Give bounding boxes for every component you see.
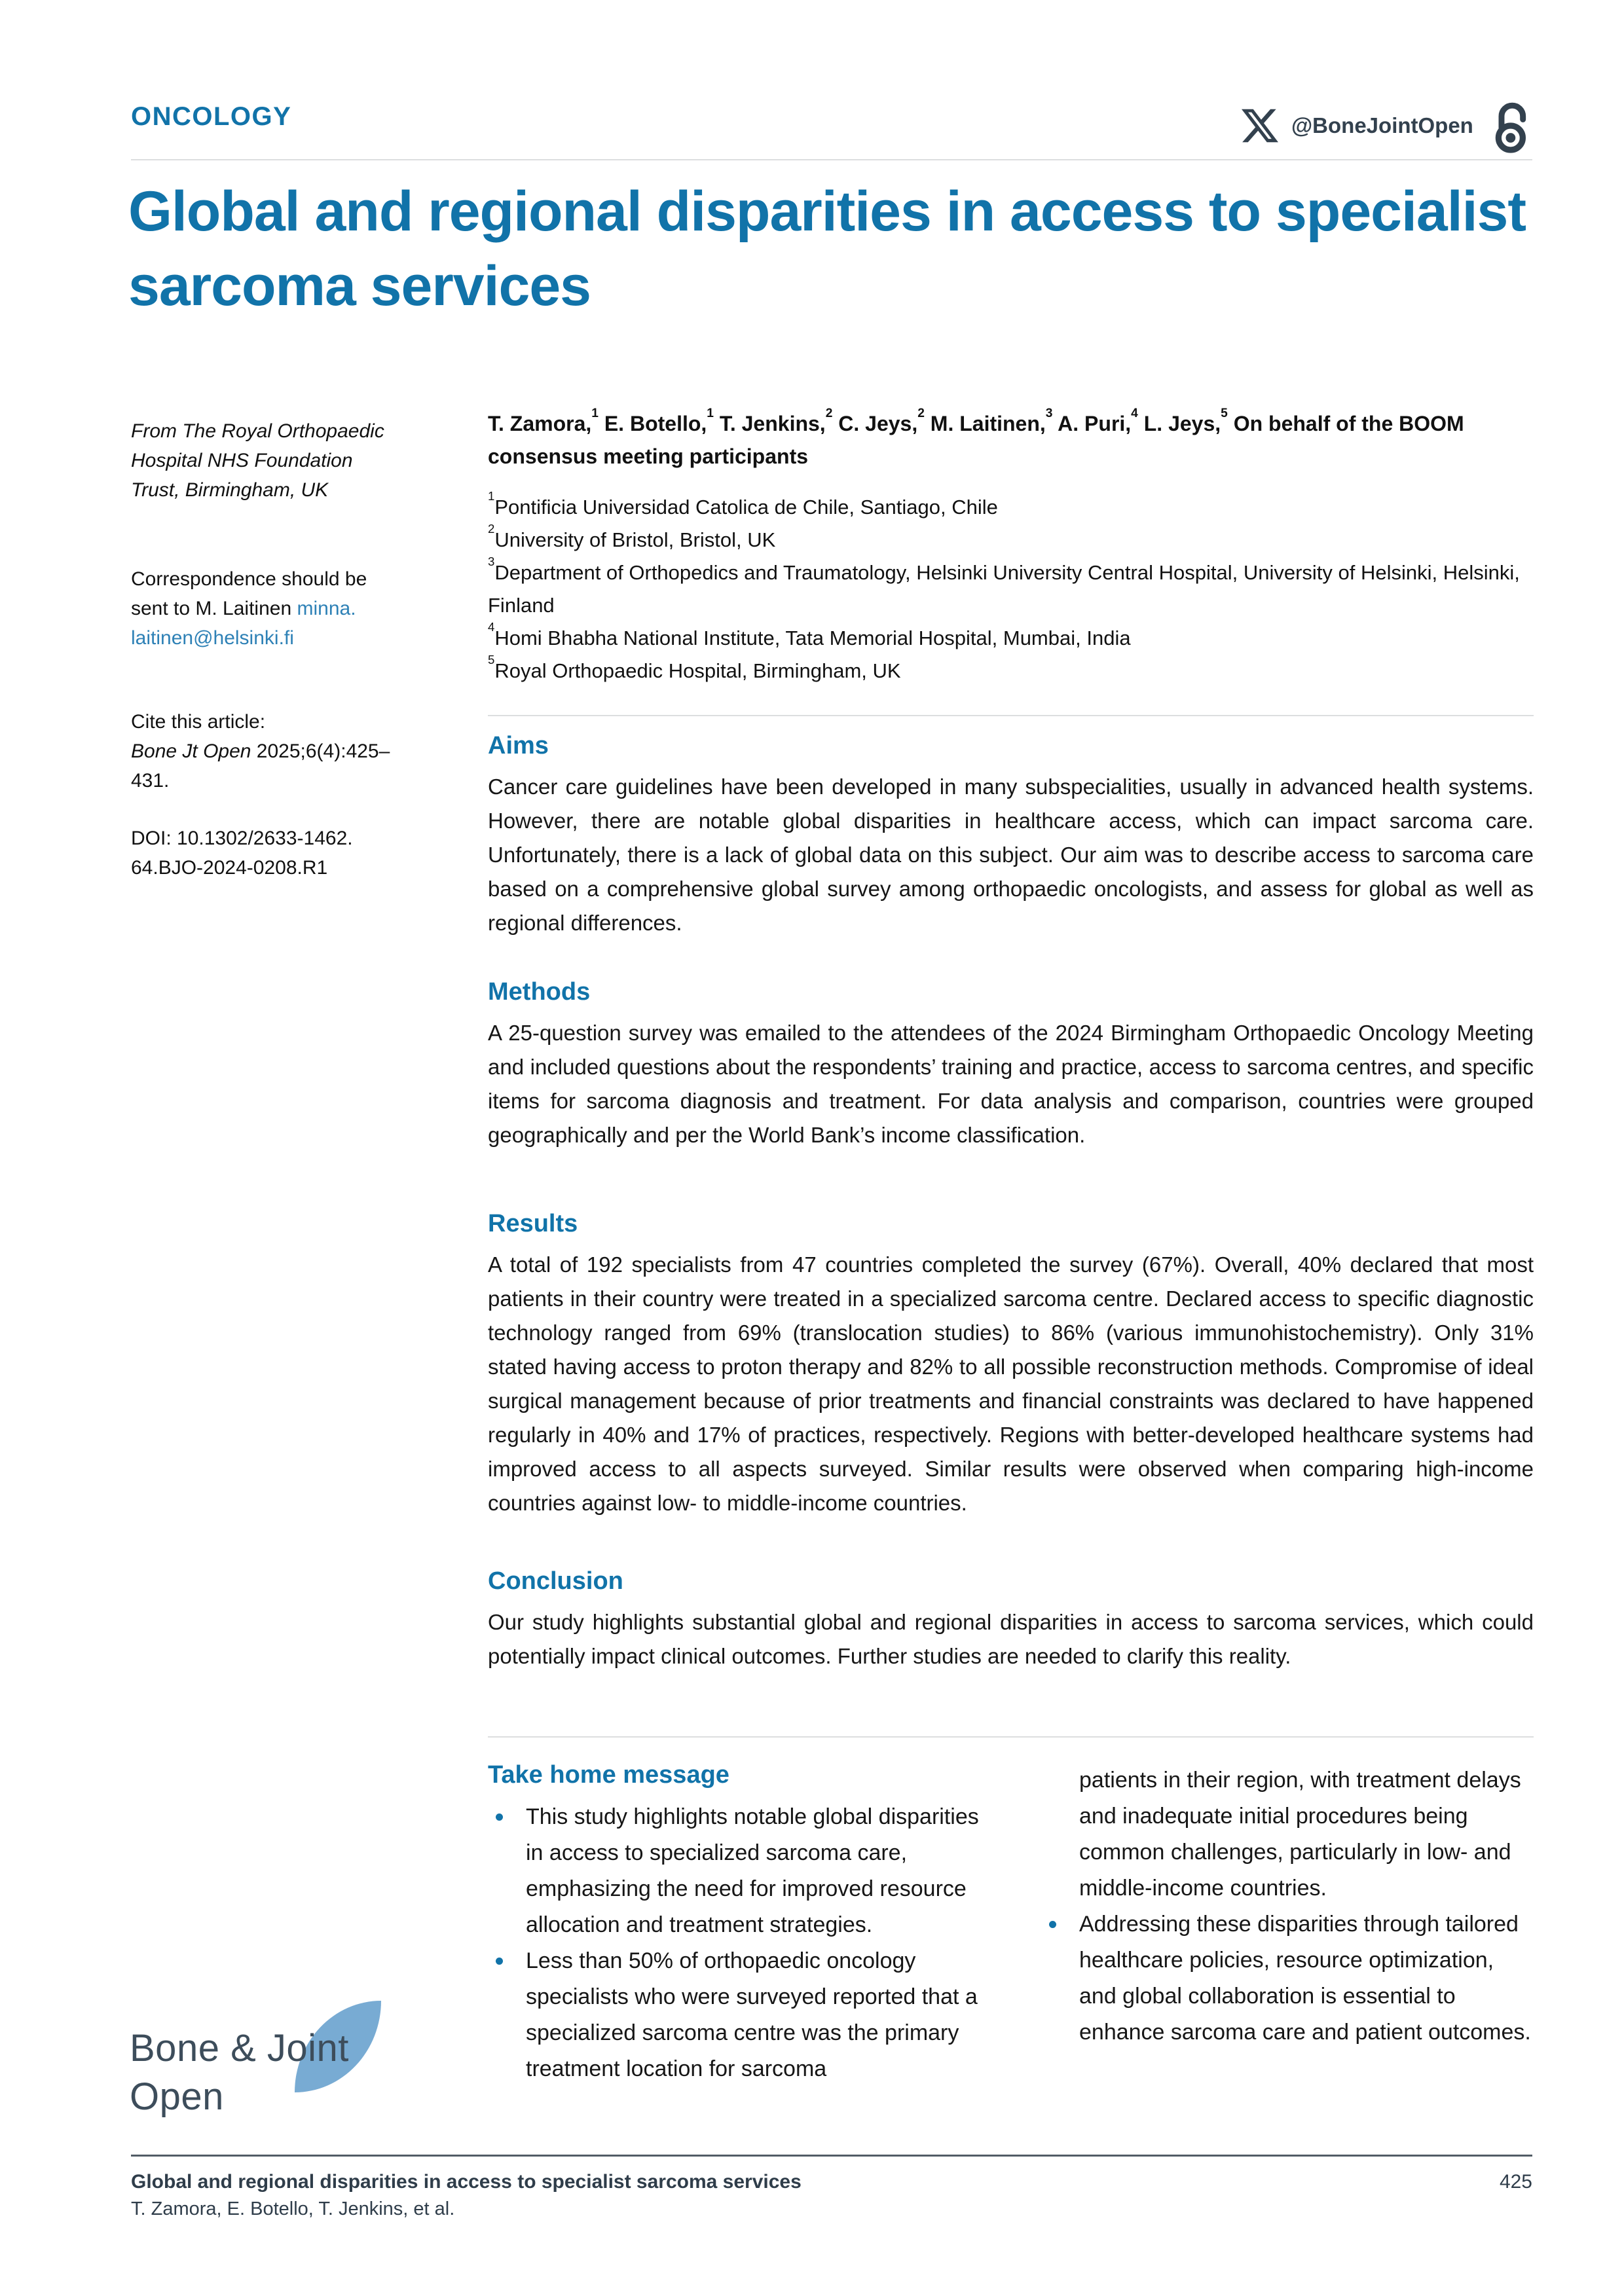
author-line: T. Zamora,$^1$ E. Botello,$^1$ T. Jenkins,$^2$ C. Jeys,$^2$ M. Laitinen,$^3$ A. Puri,$^4$ L. Jeys,$^5$ On behalf of the BOOM consensus meeting participants bbox=[488, 406, 1464, 468]
page-footer bbox=[131, 2171, 1532, 2220]
cite-pages: 425–431. bbox=[131, 740, 390, 792]
affiliation: $^2$University of Bristol, Bristol, UK bbox=[488, 522, 776, 551]
methods-text: A 25-question survey was emailed to the attendees of the 2024 Birmingham Orthopaedic Oncology Meeting and included questions about the respondents’ training and practice, access to sarcoma centres, and specific items for sarcoma diagnosis and treatment. For data analysis and comparison, countries were grouped geographically and per the World Bank’s income classification. bbox=[488, 1021, 1534, 1147]
citation-note bbox=[131, 707, 396, 795]
correspondence-note bbox=[131, 564, 396, 653]
cite-journal: Bone Jt Open bbox=[131, 740, 251, 762]
journal-logo bbox=[130, 1995, 444, 2133]
logo-line2: Open bbox=[130, 2075, 224, 2118]
from-note: From The Royal Orthopaedic Hospital NHS Foundation Trust, Birmingham, UK bbox=[131, 420, 384, 501]
footer-divider bbox=[131, 2155, 1532, 2157]
aims-text: Cancer care guidelines have been developed in many subspecialities, usually in advanced health systems. However, there are notable global disparities in healthcare access, which can impact sarcoma care. Unfortunately, there is a lack of global data on this subject. Our aim was to describe access to sarcoma care based on a comprehensive global survey among orthopaedic oncologists, and assess for global as well as regional differences. bbox=[488, 774, 1534, 935]
affiliation: $^1$Pontificia Universidad Catolica de Chile, Santiago, Chile bbox=[488, 489, 998, 519]
affiliation: $^5$Royal Orthopaedic Hospital, Birmingham, UK bbox=[488, 653, 901, 682]
take-home-divider bbox=[488, 1736, 1534, 1738]
take-home-heading: Take home message bbox=[488, 1761, 729, 1789]
take-home-right-column bbox=[1041, 1762, 1534, 2050]
footer-authors: T. Zamora, E. Botello, T. Jenkins, et al. bbox=[131, 2198, 455, 2219]
section-label: ONCOLOGY bbox=[131, 102, 292, 131]
logo-text bbox=[130, 1995, 444, 2121]
x-social-icon bbox=[1242, 107, 1278, 144]
logo-line1: Bone & Joint bbox=[130, 2027, 349, 2069]
header-social-block bbox=[1242, 93, 1534, 158]
aims-heading: Aims bbox=[488, 732, 549, 759]
doi-note: DOI: 10.1302/2633-1462. 64.BJO-2024-0208.R1 bbox=[131, 828, 353, 879]
take-home-left-list bbox=[488, 1799, 993, 2087]
section-aims bbox=[488, 731, 1534, 940]
take-home-bullet: Addressing these disparities through tailored healthcare policies, resource optimization, and global collaboration is essential to enhance sarcoma care and patient outcomes. bbox=[1041, 1906, 1534, 2050]
take-home-bullet: Less than 50% of orthopaedic oncology specialists who were surveyed reported that a specialized sarcoma centre was the primary treatment location for sarcoma bbox=[488, 1943, 993, 2087]
take-home-continuation: patients in their region, with treatment delays and inadequate initial procedures being common challenges, particularly in low- and middle-income countries. bbox=[1079, 1768, 1521, 1901]
twitter-handle[interactable]: @BoneJointOpen bbox=[1291, 113, 1473, 137]
abstract-divider bbox=[488, 715, 1534, 716]
header-divider bbox=[131, 159, 1532, 160]
cite-volume: 2025;6(4): bbox=[251, 740, 346, 762]
open-access-icon bbox=[1485, 94, 1534, 157]
section-methods bbox=[488, 977, 1534, 1152]
affiliations bbox=[488, 491, 1536, 687]
take-home-right-list bbox=[1041, 1906, 1534, 2050]
section-conclusion bbox=[488, 1566, 1534, 1673]
affiliation: $^4$Homi Bhabha National Institute, Tata Memorial Hospital, Mumbai, India bbox=[488, 620, 1131, 649]
footer-page-number: 425 bbox=[1499, 2171, 1532, 2193]
take-home-bullet: This study highlights notable global disparities in access to specialized sarcoma care, emphasizing the need for improved resource allocation and treatment strategies. bbox=[488, 1799, 993, 1943]
cite-label: Cite this article: bbox=[131, 711, 266, 733]
affiliation: $^3$Department of Orthopedics and Traumatology, Helsinki University Central Hospital, University of Helsinki, Helsinki, Finland bbox=[488, 555, 1520, 617]
section-results bbox=[488, 1209, 1534, 1520]
methods-heading: Methods bbox=[488, 978, 591, 1006]
conclusion-heading: Conclusion bbox=[488, 1567, 623, 1595]
conclusion-text: Our study highlights substantial global and regional disparities in access to sarcoma services, which could potentially impact clinical outcomes. Further studies are needed to clarify this reality. bbox=[488, 1610, 1534, 1668]
results-heading: Results bbox=[488, 1210, 578, 1237]
email-link[interactable]: minna.laitinen@helsinki.fi bbox=[131, 598, 356, 649]
take-home-left-column bbox=[488, 1760, 993, 2087]
article-title: Global and regional disparities in access to specialist sarcoma services bbox=[128, 180, 1526, 318]
correspondence-text: Correspondence should be sent to M. Laitinen bbox=[131, 568, 367, 619]
footer-title: Global and regional disparities in access to specialist sarcoma services bbox=[131, 2171, 802, 2193]
results-text: A total of 192 specialists from 47 countries completed the survey (67%). Overall, 40% declared that most patients in their country were treated in a specialized sarcoma centre. Declared access to specific diagnostic technology ranged from 69% (translocation studies) to 86% (various immunohistochemistry). Only 31% stated having access to proton therapy and 82% to all possible reconstruction methods. Compromise of ideal surgical management because of prior treatments and financial constraints was declared to have happened regularly in 40% and 17% of practices, respectively. Regions with better-developed healthcare systems had improved access to all aspects surveyed. Similar results were observed when comparing high-income countries against low- to middle-income countries. bbox=[488, 1252, 1534, 1515]
